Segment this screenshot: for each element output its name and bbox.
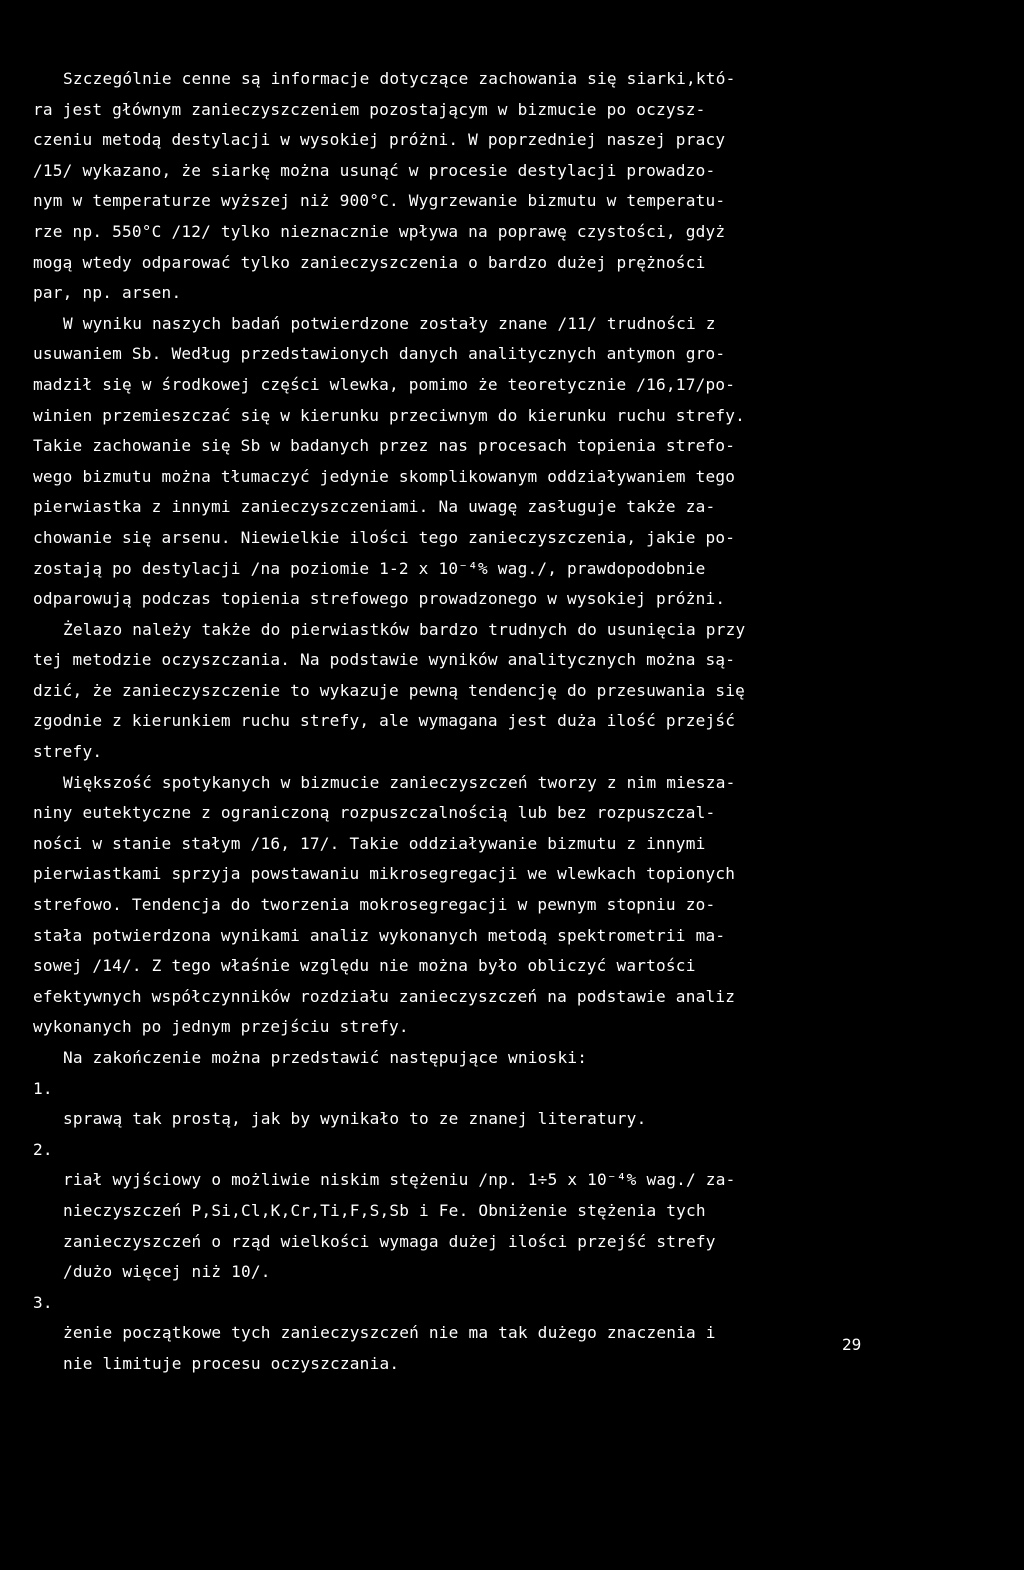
text-line: par, np. arsen.	[33, 283, 182, 303]
text-line: pierwiastkami sprzyja powstawaniu mikrosegregacji we wlewkach topionych	[33, 864, 736, 884]
text-line: Żelazo należy także do pierwiastków bardzo trudnych do usunięcia przy	[63, 619, 746, 639]
text-line: dzić, że zanieczyszczenie to wykazuje pewną tendencję do przesuwania się	[33, 680, 746, 700]
text-line: odparowują podczas topienia strefowego prowadzonego w wysokiej próżni.	[33, 589, 726, 609]
body-text	[33, 66, 868, 1382]
text-line: Szczególnie cenne są informacje dotyczące zachowania się siarki,któ-	[63, 69, 736, 88]
text-line: tej metodzie oczyszczania. Na podstawie wyników analitycznych można są-	[33, 650, 736, 670]
list-text	[142, 1166, 814, 1168]
text-line: sprawą tak prostą, jak by wynikało to ze znanej literatury.	[63, 1109, 647, 1129]
text-line: niny eutektyczne z ograniczoną rozpuszczalnością lub bez rozpuszczal-	[33, 803, 716, 823]
text-line: wego bizmutu można tłumaczyć jedynie skomplikowanym oddziaływaniem tego	[33, 466, 736, 486]
list-text	[142, 1105, 805, 1107]
text-line: zostają po destylacji /na poziomie 1-2 x 10⁻⁴% wag./, prawdopodobnie	[33, 558, 706, 578]
text-line: nym w temperaturze wyższej niż 900°C. Wygrzewanie bizmutu w temperatu-	[33, 191, 726, 211]
list-number: 3.	[33, 1292, 53, 1312]
text-line: efektywnych współczynników rozdziału zanieczyszczeń na podstawie analiz	[33, 986, 736, 1006]
text-line: Na zakończenie można przedstawić następujące wnioski:	[63, 1048, 588, 1067]
text-line: czeniu metodą destylacji w wysokiej próżni. W poprzedniej naszej pracy	[33, 130, 726, 150]
list-text	[142, 1319, 814, 1321]
page-number: 29	[842, 1335, 862, 1354]
text-line: stała potwierdzona wynikami analiz wykonanych metodą spektrometrii ma-	[33, 925, 726, 945]
text-line: /15/ wykazano, że siarkę można usunąć w procesie destylacji prowadzo-	[33, 160, 716, 180]
text-line: sowej /14/. Z tego właśnie względu nie można było obliczyć wartości	[33, 956, 696, 976]
text-line: winien przemieszczać się w kierunku przeciwnym do kierunku ruchu strefy.	[33, 405, 746, 425]
text-line: rze np. 550°C /12/ tylko nieznacznie wpływa na poprawę czystości, gdyż	[33, 221, 726, 241]
text-line: mogą wtedy odparować tylko zanieczyszczenia o bardzo dużej prężności	[33, 252, 706, 272]
conclusions-list	[33, 1076, 868, 1382]
text-line: /dużo więcej niż 10/.	[63, 1262, 271, 1282]
text-line: żenie początkowe tych zanieczyszczeń nie ma tak dużego znaczenia i	[63, 1323, 716, 1343]
text-line: madził się w środkowej części wlewka, pomimo że teoretycznie /16,17/po-	[33, 374, 736, 394]
conclusion-item-1	[33, 1076, 868, 1107]
text-line: Takie zachowanie się Sb w badanych przez nas procesach topienia strefo-	[33, 436, 736, 456]
text-line: strefowo. Tendencja do tworzenia mokrosegregacji w pewnym stopniu zo-	[33, 895, 716, 915]
text-line: W wyniku naszych badań potwierdzone zostały znane /11/ trudności z	[63, 313, 716, 333]
text-line: usuwaniem Sb. Według przedstawionych danych analitycznych antymon gro-	[33, 344, 726, 364]
conclusion-item-3	[33, 1290, 868, 1321]
text-line: strefy.	[33, 742, 103, 762]
list-number: 1.	[33, 1078, 53, 1098]
text-line: chowanie się arsenu. Niewielkie ilości tego zanieczyszczenia, jakie po-	[33, 527, 736, 547]
list-number: 2.	[33, 1139, 53, 1159]
text-line: nie limituje procesu oczyszczania.	[63, 1353, 400, 1373]
text-line: wykonanych po jednym przejściu strefy.	[33, 1017, 409, 1037]
text-line: Większość spotykanych w bizmucie zanieczyszczeń tworzy z nim mieszа-	[63, 772, 736, 792]
conclusion-item-2	[33, 1137, 868, 1168]
text-line: zgodnie z kierunkiem ruchu strefy, ale wymagana jest duża ilość przejść	[33, 711, 736, 731]
text-line: zanieczyszczeń o rząd wielkości wymaga dużej ilości przejść strefy	[63, 1231, 716, 1251]
text-line: riał wyjściowy o możliwie niskim stężeniu /np. 1÷5 x 10⁻⁴% wag./ za-	[63, 1170, 736, 1190]
text-line: ności w stanie stałym /16, 17/. Takie oddziaływanie bizmutu z innymi	[33, 833, 706, 853]
text-line: ra jest głównym zanieczyszczeniem pozostającym w bizmucie po oczysz-	[33, 99, 706, 119]
text-line: nieczyszczeń P,Si,Cl,K,Cr,Ti,F,S,Sb i Fe. Obniżenie stężenia tych	[63, 1200, 706, 1220]
text-line: pierwiastka z innymi zanieczyszczeniami. Na uwagę zasługuje także za-	[33, 497, 716, 517]
